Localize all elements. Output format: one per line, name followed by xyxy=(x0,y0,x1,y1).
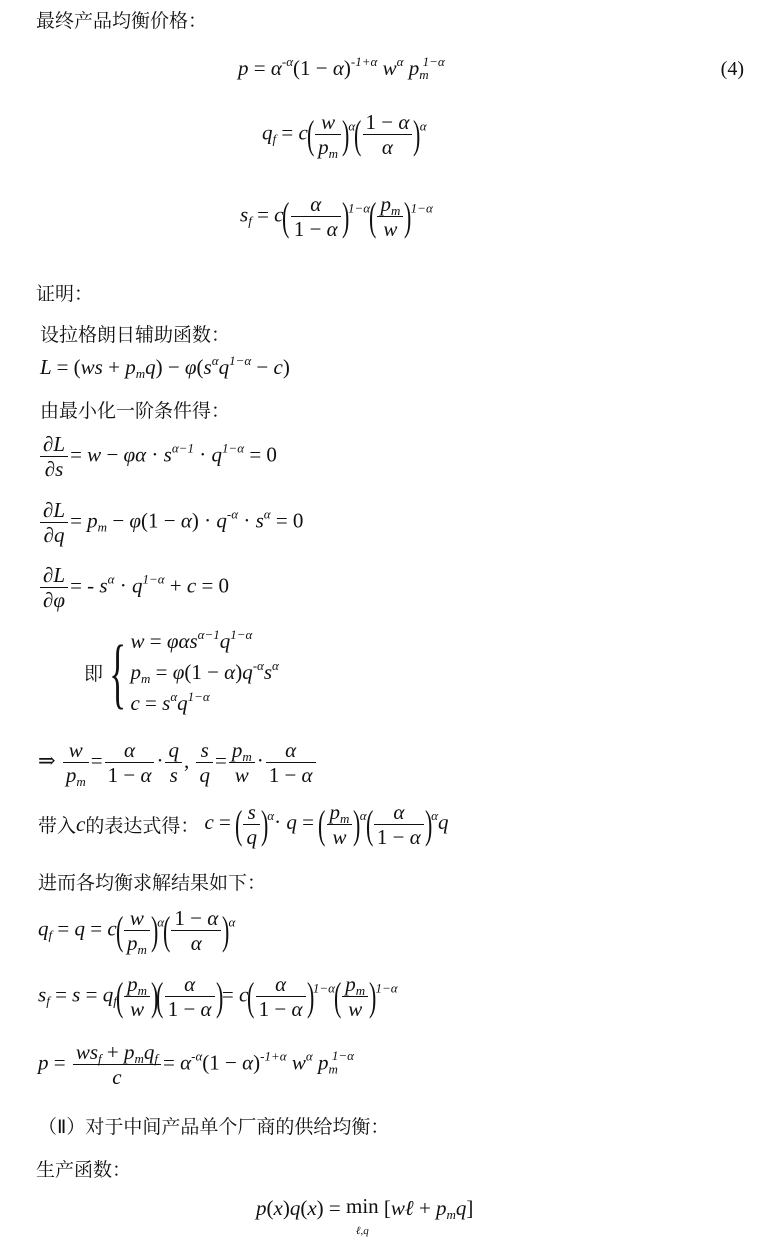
result-p: p = $\frac{ws_f + p_mq_f}{c}$ = $\alpha^{-\alpha}(1 - \alpha)^{-1+\alpha}$ $w^\alpha$ $p_m^{1-\alpha}$ xyxy=(38,1040,354,1090)
equation-price: $p = \alpha^{-\alpha}(1 - \alpha)^{-1+\alpha}$ $w^\alpha$ $p_m^{1-\alpha}$ xyxy=(238,54,445,82)
ji-label: 即 xyxy=(84,663,104,685)
result-sf: $s_f = s = q_f$( $\frac{p_m}{w}$ )( $\frac{\alpha}{1 - \alpha}$ )= c( $\frac{\alpha}{1 - \alpha}$ )$^{1-\alpha}$( $\frac{p_m}{w}$ )$^{1-\alpha}$ xyxy=(38,972,398,1022)
equation-ratio: ⇒ $\frac{w}{p_m}$ = $\frac{\alpha}{1 - \alpha}$ · $\frac{q}{s}$ , $\frac{s}{q}$ = $\frac{p_m}{w}$ · $\frac{\alpha}{1 - \alpha}$ xyxy=(38,738,318,787)
section-title: （Ⅱ）对于中间产品单个厂商的供给均衡： xyxy=(38,1116,390,1138)
foc-phi: $\frac{\partial L}{\partial\varphi}$ = - $s^\alpha \cdot q^{1-\alpha} + c = 0$ xyxy=(38,563,229,612)
substitute-c: 带入c的表达式得： c = ( $\frac{s}{q}$ )$^\alpha$· q = ( $\frac{p_m}{w}$ )$^\alpha$( $\frac{\alpha}{1 - \alpha}$ )$^\alpha$q xyxy=(38,800,449,850)
foc-intro: 由最小化一阶条件得： xyxy=(40,400,231,422)
production-label: 生产函数： xyxy=(36,1159,132,1181)
equation-sf: $s_f = c$( $\frac{\alpha}{1 - \alpha}$ )$^{1-\alpha}$( $\frac{p_m}{w}$ )$^{1-\alpha}$ xyxy=(240,192,433,242)
substitute-text: 带入 xyxy=(38,815,77,838)
equation-system: 即 { $w = \varphi\alpha s^{\alpha-1}q^{1-\alpha}$ $p_m = \varphi(1 - \alpha)q^{-\alpha}s^\alpha$ $c = s^\alpha q^{1-\alpha}$ xyxy=(84,627,279,716)
equation-production: p(x)q(x) = min ℓ,q [wℓ + $p_mq$] xyxy=(256,1194,474,1237)
equation-lagrangian: $L = (ws + p_mq) - \varphi(s^\alpha q^{1-\alpha} - c)$ xyxy=(40,353,290,381)
foc-q: $\frac{\partial L}{\partial q}$ = $p_m - \varphi(1 - \alpha) \cdot q^{-\alpha} \cdot s^\alpha = 0$ xyxy=(38,498,303,547)
equation-qf: $q_f = c$( $\frac{w}{p_m}$ )$^\alpha$( $\frac{1 - \alpha}{\alpha}$ )$^\alpha$ xyxy=(262,110,427,162)
foc-s: $\frac{\partial L}{\partial s}$ = $w - \varphi\alpha \cdot s^{\alpha-1} \cdot q^{1-\alpha} = 0$ xyxy=(38,432,277,481)
equation-number: (4) xyxy=(720,58,744,80)
results-intro: 进而各均衡求解结果如下： xyxy=(38,872,267,894)
heading-equilibrium-price: 最终产品均衡价格： xyxy=(36,10,208,32)
result-qf: $q_f = q = c$( $\frac{w}{p_m}$ )$^\alpha$( $\frac{1 - \alpha}{\alpha}$ )$^\alpha$ xyxy=(38,906,236,958)
proof-label: 证明： xyxy=(36,283,94,305)
lagrange-intro: 设拉格朗日辅助函数： xyxy=(40,324,231,346)
substitute-text2: 的表达式得： xyxy=(85,815,200,838)
